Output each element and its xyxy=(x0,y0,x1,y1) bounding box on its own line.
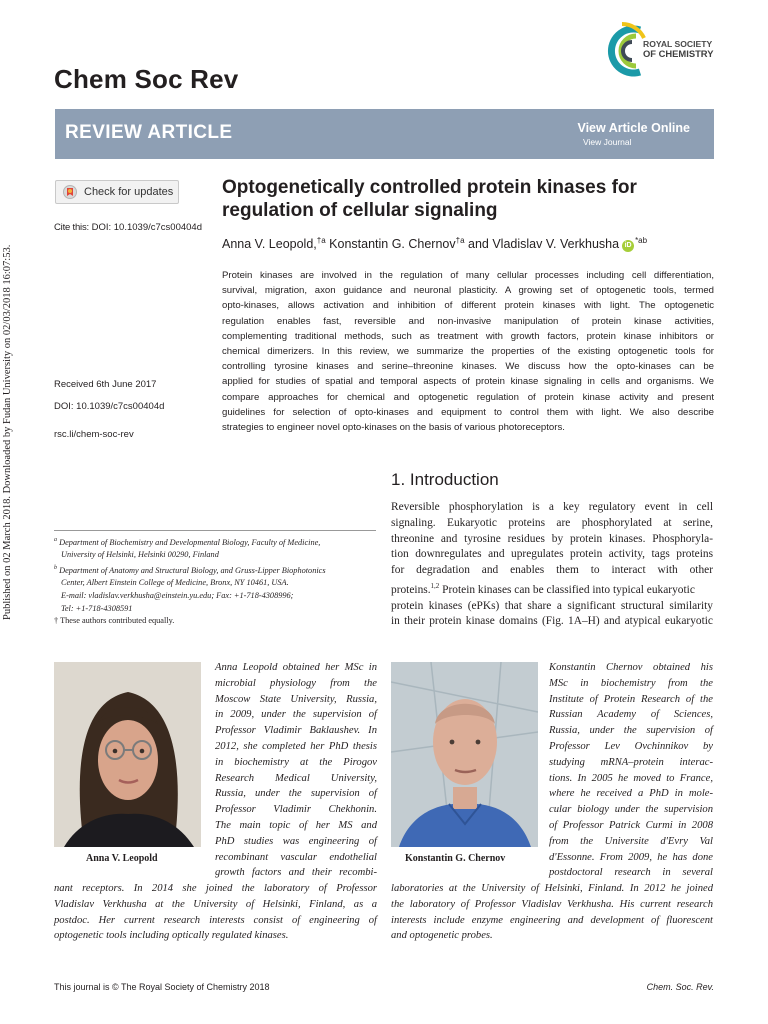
author-photo-leopold xyxy=(54,662,201,847)
bio-line: tions. In 2005 he moved to France, xyxy=(549,772,713,784)
bio-line: 2012, she completed her PhD thesis xyxy=(215,740,377,752)
bio-line: in 2009, under the supervision of xyxy=(215,709,377,721)
article-doi[interactable]: DOI: 10.1039/c7cs00404d xyxy=(54,401,165,412)
footer-copyright: This journal is © The Royal Society of Chemistry 2018 xyxy=(54,982,270,992)
affil-mark: a xyxy=(54,537,57,543)
body-line: signaling. Eukaryotic proteins are phosphorylated at serine, xyxy=(391,516,713,529)
equal-contribution-note: † These authors contributed equally. xyxy=(54,616,175,626)
bio-line: growth factors and their recombi- xyxy=(215,867,377,879)
introduction-text xyxy=(391,500,713,630)
orcid-icon[interactable]: iD xyxy=(622,240,634,252)
bio-line: Russian Academy of Sciences, xyxy=(549,709,713,721)
body-line: tion downregulates and upregulates protein activity, tags proteins xyxy=(391,548,713,561)
article-type-banner xyxy=(55,109,714,159)
body-line: Reversible phosphorylation is a key regulatory event in cell xyxy=(391,501,713,513)
journal-url[interactable]: rsc.li/chem-soc-rev xyxy=(54,429,134,440)
affiliation-line: Tel: +1-718-4308591 xyxy=(61,603,133,613)
body-line xyxy=(391,579,713,599)
rsc-emblem-icon xyxy=(606,18,646,82)
author-list xyxy=(222,236,647,252)
abstract-line: applied for studies of spatial and temporal aspects of protein kinase signaling in cells and organisms. We xyxy=(222,376,714,388)
bio-line: Moscow State University, Russia, xyxy=(215,693,377,705)
title-line: Optogenetically controlled protein kinases for xyxy=(222,177,637,198)
bio-line: and optogenetic probes. xyxy=(391,930,493,942)
bio-text-leopold-continued xyxy=(54,881,377,944)
affiliation-divider xyxy=(54,530,376,531)
affil-text: Department of Anatomy and Structural Biology, and Gruss-Lipper Biophotonics xyxy=(59,565,326,575)
rsc-text-line1: ROYAL SOCIETY xyxy=(643,39,713,49)
affiliation-email[interactable]: E-mail: vladislav.verkhusha@einstein.yu.edu; Fax: +1-718-4308996; xyxy=(61,590,294,600)
bio-line: PhD studies was engineering of xyxy=(215,835,377,847)
view-article-online-link[interactable]: View Article Online xyxy=(577,121,690,135)
bio-text-chernov-continued xyxy=(391,881,713,944)
bio-line: Professor Lev Ovchinnikov by xyxy=(549,740,713,752)
affil-mark: b xyxy=(54,564,57,571)
journal-title: Chem Soc Rev xyxy=(54,64,239,94)
bio-line: interests include enzyme engineering and development of fluorescent xyxy=(391,914,713,926)
abstract-line: opto-kinases, allows activation and inhibition of different protein kinases with light. The optogenetic xyxy=(222,300,714,312)
cite-label: Cite this: xyxy=(54,222,89,233)
bio-line: The main topic of her MS and xyxy=(215,819,377,831)
bio-line: Research Medical University, xyxy=(215,772,377,784)
bio-line: from the Universite d'Evry Val xyxy=(549,835,713,847)
bio-line: Institute of Protein Research of the xyxy=(549,693,713,705)
bio-line: Vladislav Verkhusha at the University of Helsinki, Finland, as a xyxy=(54,898,377,910)
rsc-logo xyxy=(606,18,722,84)
affil-text: Department of Biochemistry and Developmental Biology, Faculty of Medicine, xyxy=(59,537,321,547)
title-line: regulation of cellular signaling xyxy=(222,200,498,221)
body-line-start: proteins. xyxy=(391,583,431,596)
affiliation-line: Center, Albert Einstein College of Medicine, Bronx, NY 10461, USA. xyxy=(61,578,289,588)
bio-line: Russia, under the supervision of xyxy=(215,788,377,800)
author-affil-mark: †a xyxy=(316,236,326,245)
bio-line: MSc in biochemistry from the xyxy=(549,677,713,689)
abstract-line: guidelines for selection of opto-kinases and equipment to control them with light. We also describe xyxy=(222,406,714,418)
bio-line: postdoc. Her current research interests consist of engineering of xyxy=(54,914,377,926)
bio-line: studying mRNA–protein interac- xyxy=(549,756,713,768)
citation-ref[interactable]: 1,2 xyxy=(430,581,440,590)
bio-line: Anna Leopold obtained her MSc in xyxy=(215,662,377,673)
bio-line: in biochemistry at the Pirogov xyxy=(215,756,377,768)
bio-line: Russia, under the supervision of xyxy=(549,725,713,737)
author-name: Anna V. Leopold, xyxy=(222,237,317,252)
check-for-updates-label: Check for updates xyxy=(84,186,174,198)
bio-line: optogenetic tools including optically regulated kinases. xyxy=(54,930,289,942)
portrait-image xyxy=(391,662,538,847)
abstract-line: complementing traditional methods, such as treatment with growth factors, protein kinase inhibitors or xyxy=(222,330,714,342)
bio-line: of Professor Patrick Curmi in 2008 xyxy=(549,819,713,831)
section-heading-introduction: 1. Introduction xyxy=(391,470,499,489)
abstract-line: strategies to engineer novel opto-kinases on the basis of various photoreceptors. xyxy=(222,422,565,434)
bio-line: cular biology under the supervision xyxy=(549,804,713,816)
author-affil-mark: †a xyxy=(455,236,465,245)
affiliation-line: University of Helsinki, Helsinki 00290, Finland xyxy=(61,550,219,560)
article-type: REVIEW ARTICLE xyxy=(65,122,233,143)
bio-line: recombinant vascular endothelial xyxy=(215,851,377,863)
publication-note xyxy=(2,150,16,620)
body-line: for degradation and enables them to interact with other xyxy=(391,564,713,577)
bio-line: Professor Vladimir Baklaushev. In xyxy=(215,725,377,737)
bio-line: laboratories at the University of Helsinki, Finland. In 2012 he joined xyxy=(391,883,713,894)
cite-doi[interactable]: DOI: 10.1039/c7cs00404d xyxy=(91,222,202,233)
abstract xyxy=(222,268,714,435)
bio-line: Konstantin Chernov obtained his xyxy=(549,662,713,673)
abstract-line: survival, migration, axon guidance and neuronal plasticity. A growing set of optogenetic tools, termed xyxy=(222,285,714,297)
bio-line: nant receptors. In 2014 she joined the laboratory of Professor xyxy=(54,883,377,894)
cite-this xyxy=(54,222,202,233)
abstract-line: chemical dimerizers. In this review, we summarize the properties of the existing optogenetic tools for xyxy=(222,346,714,358)
rsc-text-line2: OF CHEMISTRY xyxy=(643,48,714,59)
abstract-line: compare approaches for chemical and optogenetic regulation of protein kinase activity and present xyxy=(222,391,714,403)
affiliation-line xyxy=(54,562,376,577)
update-badge-icon xyxy=(63,185,77,199)
bio-line: where he received a PhD in mole- xyxy=(549,788,713,800)
bio-text-leopold xyxy=(215,660,377,881)
affiliations xyxy=(54,534,376,628)
bio-line: postdoctoral research in several xyxy=(549,867,713,879)
body-line: in their protein kinase domains (Fig. 1A–H) and atypical eukaryotic xyxy=(391,615,713,628)
publication-note-text: Published on 02 March 2018. Downloaded by Fudan University on 02/03/2018 16:07:53. xyxy=(2,244,13,620)
body-line-rest: Protein kinases can be classified into typical eukaryotic xyxy=(439,583,695,596)
bio-line: microbial physiology from the xyxy=(215,677,377,689)
bio-line: d'Essonne. From 2009, he has done xyxy=(549,851,713,863)
abstract-line: regulation enables fast, reversible and non-invasive manipulation of protein kinase activities, xyxy=(222,315,714,327)
abstract-line: controlling tyrosine kinases and serine–threonine kinases. We discuss how the opto-kinases can be xyxy=(222,361,714,373)
article-title xyxy=(222,176,692,222)
bio-text-chernov xyxy=(549,660,713,881)
footer-journal: Chem. Soc. Rev. xyxy=(646,982,714,992)
affiliation-line xyxy=(54,534,376,549)
author-name: Konstantin G. Chernov xyxy=(329,237,456,252)
abstract-line: Protein kinases are involved in the regulation of many cellular processes including cell differentiation, xyxy=(222,270,714,281)
author-photo-chernov xyxy=(391,662,538,847)
body-line: threonine and tyrosine residues by protein kinases. Phosphoryla- xyxy=(391,532,713,545)
body-line: protein kinases (ePKs) that share a significant structural similarity xyxy=(391,599,713,612)
author-name: and Vladislav V. Verkhusha xyxy=(468,237,620,252)
portrait-image xyxy=(54,662,201,847)
author-affil-mark: *ab xyxy=(635,236,648,245)
check-for-updates-button[interactable] xyxy=(55,180,179,204)
bio-name-chernov: Konstantin G. Chernov xyxy=(405,853,506,864)
received-date: Received 6th June 2017 xyxy=(54,379,157,390)
view-journal-link[interactable]: View Journal xyxy=(583,137,632,147)
bio-line: Professor Vladimir Chekhonin. xyxy=(215,804,377,816)
bio-name-leopold: Anna V. Leopold xyxy=(86,853,158,864)
bio-line: the laboratory of Professor Vladislav Verkhusha. His current research xyxy=(391,898,713,910)
